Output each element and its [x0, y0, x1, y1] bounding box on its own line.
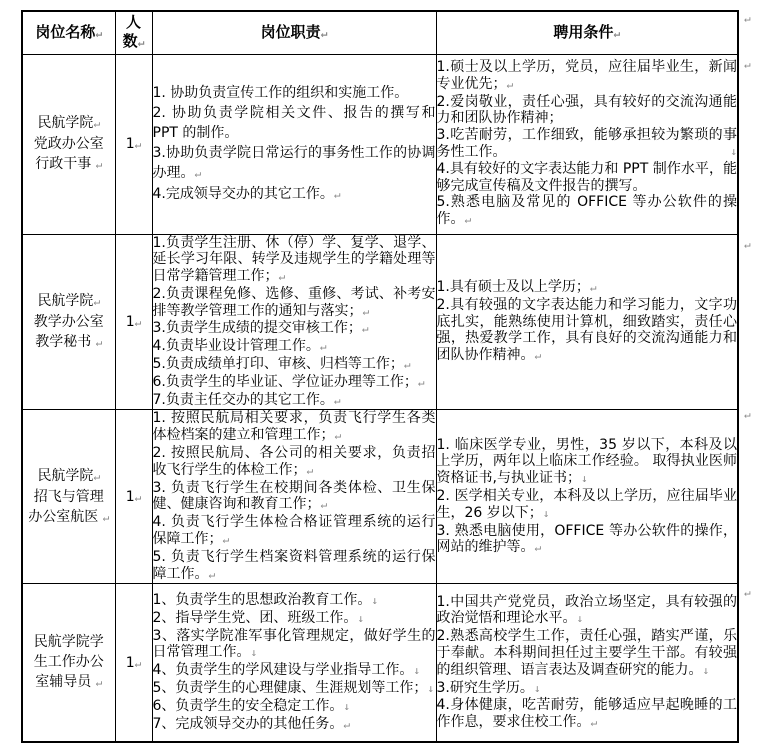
paragraph: 数↵: [122, 32, 145, 51]
paragraph-mark-icon: ↵: [534, 349, 542, 363]
line-break-mark-icon: ↓: [730, 145, 737, 158]
column-header-position-name: [22, 11, 115, 54]
paragraph-mark-icon: ↵: [93, 117, 101, 130]
header-row: [22, 11, 738, 54]
column-header-headcount: [115, 11, 152, 54]
paragraph: 教学办公室: [33, 313, 104, 330]
line-break-mark-icon: ↓: [576, 612, 584, 626]
paragraph: 2.熟悉高校学生工作，责任心强，踏实严谨，乐于奉献。本科期间担任过主要学生干部。有较强的组织管理、语言表达及调查研究的能力。↓: [436, 628, 737, 678]
paragraph-mark-icon: ↵: [320, 498, 328, 512]
paragraph: 民航学院学: [33, 634, 104, 651]
paragraph-mark-icon: ↵: [278, 270, 286, 284]
paragraph: 3.负责学生成绩的提交审核工作；↵: [152, 320, 369, 337]
column-header-duties: [152, 11, 436, 54]
table-row: [22, 410, 738, 584]
line-break-mark-icon: ↓: [542, 506, 550, 520]
paragraph: 1. 协助负责宣传工作的组织和实施工作。: [152, 85, 409, 101]
paragraph-mark-icon: ↵: [134, 138, 142, 151]
paragraph: 4.负责毕业设计管理工作。↵: [152, 338, 327, 355]
position-name-cell: [22, 54, 115, 234]
line-break-mark-icon: ↓: [371, 594, 379, 608]
row-end-paragraph-mark-icon: ↵: [744, 58, 751, 71]
row-end-paragraph-mark-icon: ↵: [744, 408, 751, 421]
paragraph: 4. 负责飞行学生体检合格证管理系统的运行保障工作；↵: [152, 514, 436, 548]
paragraph-mark-icon: ↵: [333, 188, 341, 201]
paragraph-mark-icon: ↵: [194, 167, 202, 180]
headcount-cell: [115, 410, 152, 584]
duties-cell: [152, 234, 436, 410]
headcount-cell: [115, 234, 152, 410]
paragraph: 5. 负责飞行学生档案资料管理系统的运行保障工作。↵: [152, 548, 436, 582]
paragraph-mark-icon: ↵: [534, 541, 542, 555]
conditions-cell: [436, 584, 738, 742]
line-break-mark-icon: ↓: [533, 681, 541, 695]
paragraph-mark-icon: ↵: [589, 280, 597, 294]
paragraph-mark-icon: ↵: [134, 656, 142, 670]
row-end-paragraph-mark-icon: ↵: [744, 12, 751, 25]
paragraph: 2.爱岗敬业，责任心强，具有较好的交流沟通能力和团队协作精神；: [436, 93, 737, 127]
paragraph-mark-icon: ↵: [464, 213, 472, 227]
paragraph: 1.中国共产党党员，政治立场坚定，具有较强的政治觉悟和理论水平。↓: [436, 593, 737, 627]
paragraph: 2. 医学相关专业，本科及以上学历，应往届毕业生，26 岁以下；↓: [436, 488, 737, 521]
paragraph: 5.负责成绩单打印、审核、归档等工作；↵: [152, 356, 411, 373]
line-break-mark-icon: ↓: [413, 664, 421, 678]
paragraph-mark-icon: ↵: [222, 533, 230, 547]
paragraph: 3、落实学院准军事化管理规定，做好学生的日常管理工作。↓: [152, 627, 436, 661]
paragraph-mark-icon: ↵: [134, 315, 142, 329]
paragraph: 6、负责学生的安全稳定工作。↓: [152, 697, 351, 714]
paragraph: 党政办公室: [33, 136, 104, 152]
paragraph: 1↵: [125, 313, 142, 330]
paragraph: 岗位名称↵: [35, 22, 103, 41]
paragraph-mark-icon: ↵: [93, 469, 101, 483]
paragraph-mark-icon: ↵: [403, 358, 411, 372]
paragraph-mark-icon: ↵: [95, 158, 103, 171]
paragraph-mark-icon: ↵: [208, 567, 216, 581]
paragraph: 办公室航医 ↵: [28, 508, 110, 525]
paragraph: 5、负责学生的心理健康、生涯规划等工作；↓: [152, 680, 435, 697]
paragraph-mark-icon: ↵: [306, 463, 314, 477]
paragraph-mark-icon: ↵: [102, 510, 110, 524]
paragraph: 4.完成领导交办的其它工作。↵: [152, 186, 341, 202]
line-break-mark-icon: ↓: [702, 663, 710, 677]
row-end-paragraph-mark-icon: ↵: [744, 586, 751, 599]
line-break-mark-icon: ↓: [250, 646, 258, 660]
paragraph: 行政干事 ↵: [35, 156, 103, 172]
paragraph: 4、负责学生的学风建设与学业指导工作。↓: [152, 662, 421, 679]
paragraph-mark-icon: ↵: [343, 717, 351, 731]
paragraph: 岗位职责↵: [260, 22, 328, 41]
conditions-cell: [436, 410, 738, 584]
paragraph: 3. 负责飞行学生在校期间各类体检、卫生保健、健康咨询和教育工作；↵: [152, 479, 436, 513]
line-break-mark-icon: ↓: [580, 472, 588, 486]
paragraph: 1.硕士及以上学历，党员，应往届毕业生，新闻专业优先；↵: [436, 59, 737, 92]
paragraph: 6.负责学生的毕业证、学位证办理等工作；↵: [152, 373, 425, 390]
paragraph: 3.吃苦耐劳，工作细致，能够承担较为繁琐的事务性工作。 ↓: [436, 127, 737, 160]
paragraph-mark-icon: ↵: [137, 36, 145, 50]
paragraph-mark-icon: ↵: [333, 393, 341, 407]
paragraph: 2.负责课程免修、选修、重修、考试、补考安排等教学管理工作的通知与落实；↵: [152, 285, 436, 319]
table-row: [22, 54, 738, 234]
paragraph: 民航学院↵: [37, 115, 101, 131]
paragraph: 3.研究生学历。↓: [436, 679, 541, 696]
paragraph: 教学秘书 ↵: [35, 333, 103, 350]
paragraph: 7.负责主任交办的其它工作。↵: [152, 391, 341, 408]
paragraph: 1↵: [125, 136, 142, 152]
paragraph: 2.具有较强的文字表达能力和学习能力，文字功底扎实，能熟练使用计算机，细致踏实，责任心强，热爱教学工作，具有良好的交流沟通能力和团队协作精神。↵: [436, 296, 737, 364]
paragraph: 民航学院↵: [37, 467, 101, 484]
paragraph: 1. 按照民航局相关要求，负责飞行学生各类体检档案的建立和管理工作；↵: [152, 410, 436, 444]
paragraph: 生工作办公: [33, 654, 104, 671]
paragraph: 人: [125, 13, 141, 32]
headcount-cell: [115, 54, 152, 234]
paragraph: 聘用条件↵: [553, 22, 621, 41]
paragraph-mark-icon: ↵: [95, 676, 103, 690]
paragraph: 2. 协助负责学院相关文件、报告的撰写和 PPT 的制作。: [152, 105, 436, 141]
line-break-mark-icon: ↓: [343, 699, 351, 713]
paragraph: 1、负责学生的思想政治教育工作。↓: [152, 592, 379, 609]
paragraph: 1.具有硕士及以上学历；↵: [436, 278, 597, 295]
paragraph-mark-icon: ↵: [506, 77, 514, 91]
paragraph-mark-icon: ↵: [93, 294, 101, 308]
headcount-cell: [115, 584, 152, 742]
paragraph-mark-icon: ↵: [95, 26, 103, 40]
paragraph: 1.负责学生注册、休（停）学、复学、退学、延长学习年限、转学及违规学生的学籍处理等日常学籍管理工作；↵: [152, 234, 436, 285]
position-name-cell: [22, 584, 115, 742]
paragraph: 7、完成领导交办的其他任务。↵: [152, 715, 351, 732]
table-row: [22, 234, 738, 410]
paragraph: 2、指导学生党、团、班级工作。↓: [152, 609, 365, 626]
paragraph: 1. 临床医学专业，男性，35 岁以下，本科及以上学历，两年以上临床工作经验。 取得执业医师资格证书,与执业证书；↓: [436, 436, 737, 487]
position-name-cell: [22, 410, 115, 584]
paragraph: 招飞与管理: [33, 488, 104, 505]
paragraph: 3. 熟悉电脑使用，OFFICE 等办公软件的操作，网站的维护等。↵: [436, 522, 737, 556]
paragraph: 4.具有较好的文字表达能力和 PPT 制作水平，能够完成宣传稿及文件报告的撰写。: [436, 160, 737, 194]
paragraph-mark-icon: ↵: [613, 26, 621, 40]
paragraph: 室辅导员 ↵: [35, 674, 103, 691]
paragraph: 民航学院↵: [37, 292, 101, 309]
paragraph: 5.熟悉电脑及常见的 OFFICE 等办公软件的操作。↵: [436, 194, 737, 228]
paragraph: 1↵: [125, 654, 142, 671]
paragraph: 2. 按照民航局、各公司的相关要求，负责招收飞行学生的体检工作；↵: [152, 445, 436, 478]
paragraph-mark-icon: ↵: [134, 490, 142, 504]
conditions-cell: [436, 234, 738, 410]
paragraph-mark-icon: ↵: [361, 322, 369, 336]
duties-cell: [152, 584, 436, 742]
line-break-mark-icon: ↓: [427, 682, 435, 696]
row-end-paragraph-mark-icon: ↵: [744, 238, 751, 251]
paragraph-mark-icon: ↵: [334, 429, 342, 443]
duties-cell: [152, 54, 436, 234]
conditions-cell: [436, 54, 738, 234]
positions-table: [21, 10, 739, 743]
paragraph-mark-icon: ↵: [590, 716, 598, 730]
paragraph-mark-icon: ↵: [319, 340, 327, 354]
paragraph: 1↵: [125, 488, 142, 505]
paragraph-mark-icon: ↵: [417, 375, 425, 389]
paragraph: 3.协助负责学院日常运行的事务性工作的协调办理。↵: [152, 145, 436, 181]
paragraph-mark-icon: ↵: [95, 335, 103, 349]
paragraph-mark-icon: ↵: [362, 304, 370, 318]
paragraph-mark-icon: ↵: [320, 26, 328, 40]
column-header-conditions: [436, 11, 738, 54]
line-break-mark-icon: ↓: [357, 611, 365, 625]
paragraph: 4.身体健康，吃苦耐劳，能够适应早起晚睡的工作作息，要求住校工作。↵: [436, 697, 737, 731]
position-name-cell: [22, 234, 115, 410]
duties-cell: [152, 410, 436, 584]
table-row: [22, 584, 738, 742]
